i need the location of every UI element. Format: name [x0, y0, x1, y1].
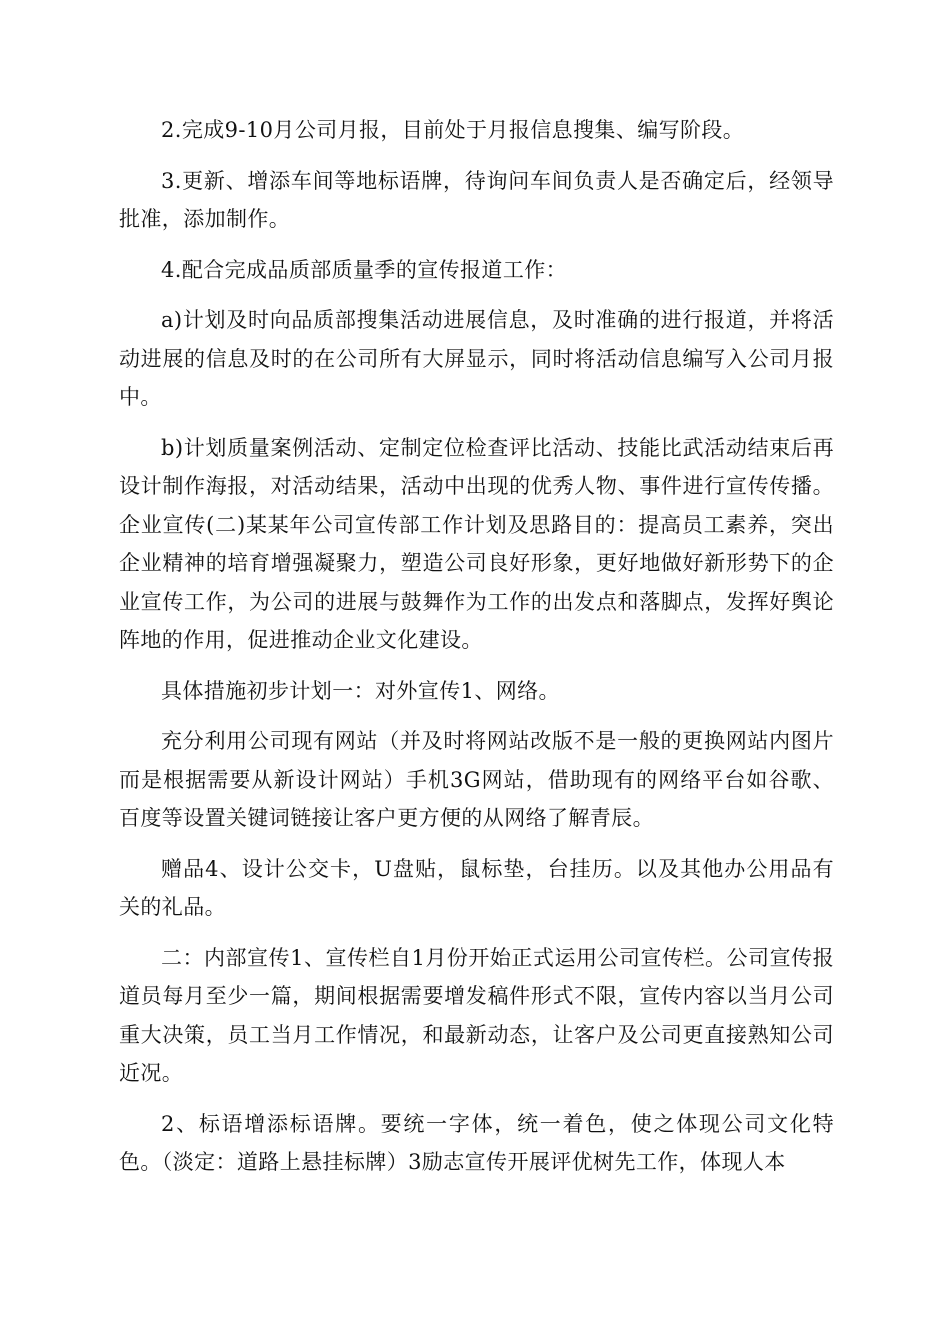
paragraph-7: 充分利用公司现有网站（并及时将网站改版不是一般的更换网站内图片而是根据需要从新设计网站）手机3G网站，借助现有的网络平台如谷歌、百度等设置关键词链接让客户更方便的从网络了解青辰。 [119, 729, 834, 830]
paragraph-4: a)计划及时向品质部搜集活动进展信息，及时准确的进行报道，并将活动进展的信息及时的在公司所有大屏显示，同时将活动信息编写入公司月报中。 [119, 308, 834, 409]
paragraph-10: 2、标语增添标语牌。要统一字体，统一着色，使之体现公司文化特色。（淡定：道路上悬挂标牌）3励志宣传开展评优树先工作，体现人本 [119, 1111, 834, 1174]
paragraph-8: 赠品4、设计公交卡，U盘贴，鼠标垫，台挂历。以及其他办公用品有关的礼品。 [119, 856, 834, 919]
paragraph-1: 2.完成9-10月公司月报，目前处于月报信息搜集、编写阶段。 [161, 118, 745, 142]
paragraph-2: 3.更新、增添车间等地标语牌，待询问车间负责人是否确定后，经领导批准，添加制作。 [119, 168, 834, 231]
paragraph-9: 二：内部宣传1、宣传栏自1月份开始正式运用公司宣传栏。公司宣传报道员每月至少一篇，期间根据需要增发稿件形式不限，宣传内容以当月公司重大决策，员工当月工作情况，和最新动态，让客户及公司更直接熟知公司近况。 [119, 945, 834, 1085]
paragraph-6: 具体措施初步计划一：对外宣传1、网络。 [161, 678, 560, 703]
document-body [119, 111, 834, 1194]
paragraph-5: b)计划质量案例活动、定制定位检查评比活动、技能比武活动结束后再设计制作海报，对活动结果，活动中出现的优秀人物、事件进行宣传传播。企业宣传(二)某某年公司宣传部工作计划及思路目的：提高员工素养，突出企业精神的培育增强凝聚力，塑造公司良好形象，更好地做好新形势下的企业宣传工作，为公司的进展与鼓舞作为工作的出发点和落脚点，发挥好舆论阵地的作用，促进推动企业文化建设。 [119, 435, 834, 652]
paragraph-3: 4.配合完成品质部质量季的宣传报道工作： [161, 257, 568, 282]
